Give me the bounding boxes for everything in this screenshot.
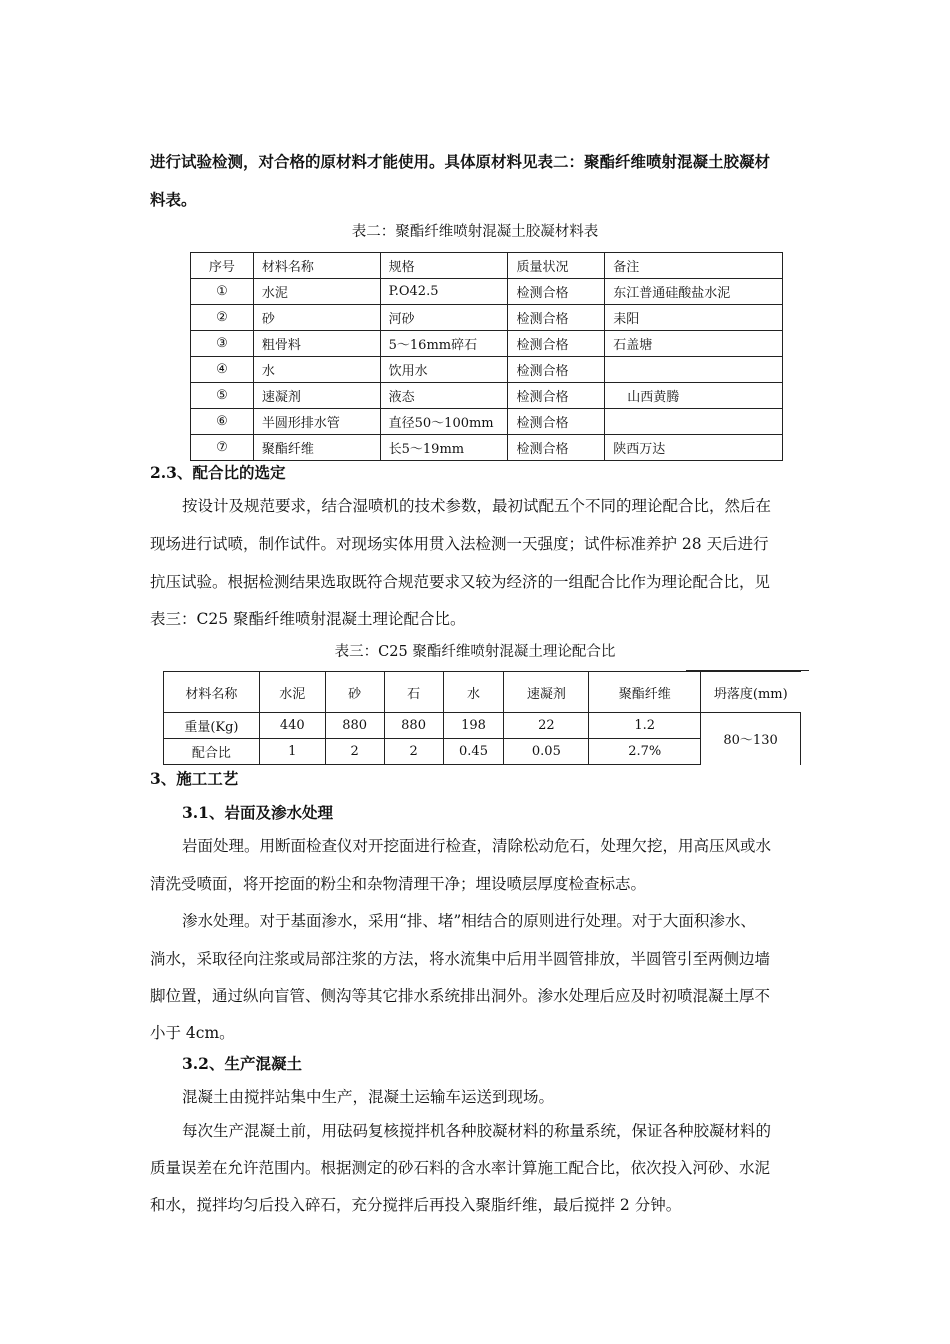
- materials-cell: ⑤: [191, 383, 254, 409]
- materials-cell: 山西黄腾: [605, 383, 783, 409]
- materials-cell: 聚酯纤维: [253, 435, 380, 461]
- section-2-3-line-3: 抗压试验。根据检测结果选取既符合规范要求又较为经济的一组配合比作为理论配合比，见: [150, 573, 771, 591]
- section-3-1-para-b-line-3: 脚位置，通过纵向盲管、侧沟等其它排水系统排出洞外。渗水处理后应及时初喷混凝土厚不: [150, 987, 771, 1005]
- section-3-2-para-b-line-1: 每次生产混凝土前，用砝码复核搅拌机各种胶凝材料的称量系统，保证各种胶凝材料的: [182, 1122, 772, 1140]
- section-3-1-para-b-line-2: 淌水，采取径向注浆或局部注浆的方法，将水流集中后用半圆管排放，半圆管引至两侧边墙: [150, 950, 771, 968]
- mix-cell: 2: [384, 739, 443, 765]
- mix-cell: 198: [443, 713, 504, 739]
- materials-header-cell: 材料名称: [253, 253, 380, 279]
- materials-cell: [605, 357, 783, 383]
- materials-cell: 检测合格: [508, 435, 605, 461]
- section-3-heading: 3、施工工艺: [150, 769, 239, 788]
- materials-cell: 速凝剂: [253, 383, 380, 409]
- mix-header-cell: 材料名称: [164, 672, 260, 713]
- materials-cell: 石盖塘: [605, 331, 783, 357]
- materials-cell: 半圆形排水管: [253, 409, 380, 435]
- intro-line-2: 料表。: [150, 190, 197, 209]
- section-3-1-para-a-line-2: 清洗受喷面，将开挖面的粉尘和杂物清理干净；埋设喷层厚度检查标志。: [150, 875, 647, 893]
- materials-header-cell: 序号: [191, 253, 254, 279]
- mix-header-cell: 水: [443, 672, 504, 713]
- materials-cell: 检测合格: [508, 279, 605, 305]
- intro-line-1: 进行试验检测，对合格的原材料才能使用。具体原材料见表二：聚酯纤维喷射混凝土胶凝材: [150, 152, 771, 171]
- section-3-2-para-b-line-2: 质量误差在允许范围内。根据测定的砂石料的含水率计算施工配合比，依次投入河砂、水泥: [150, 1159, 771, 1177]
- mix-header-cell: 聚酯纤维: [589, 672, 701, 713]
- materials-table-body: [191, 253, 783, 461]
- mix-cell: 1.2: [589, 713, 701, 739]
- materials-cell: 粗骨料: [253, 331, 380, 357]
- materials-row: [191, 279, 783, 305]
- section-2-3-heading: 2.3、配合比的选定: [150, 463, 286, 482]
- materials-cell: 直径50～100mm: [380, 409, 508, 435]
- mix-cell: 2: [325, 739, 384, 765]
- materials-cell: 长5～19mm: [380, 435, 508, 461]
- mix-header-cell: 坍落度(mm): [701, 672, 801, 713]
- materials-cell: 检测合格: [508, 331, 605, 357]
- section-3-1-para-a-line-1: 岩面处理。用断面检查仪对开挖面进行检查，清除松动危石，处理欠挖，用高压风或水: [182, 837, 772, 855]
- materials-cell: 检测合格: [508, 357, 605, 383]
- mix-cell: 880: [384, 713, 443, 739]
- materials-cell: 5～16mm碎石: [380, 331, 508, 357]
- materials-cell: 液态: [380, 383, 508, 409]
- mix-header-cell: 水泥: [259, 672, 325, 713]
- mix-cell: 880: [325, 713, 384, 739]
- materials-cell: ①: [191, 279, 254, 305]
- mix-cell: 0.05: [504, 739, 589, 765]
- materials-cell: 检测合格: [508, 305, 605, 331]
- materials-cell: ③: [191, 331, 254, 357]
- section-3-2-heading: 3.2、生产混凝土: [182, 1054, 302, 1073]
- materials-cell: 砂: [253, 305, 380, 331]
- materials-cell: 耒阳: [605, 305, 783, 331]
- materials-row: [191, 331, 783, 357]
- mix-header-cell: 石: [384, 672, 443, 713]
- section-3-2-para-a: 混凝土由搅拌站集中生产，混凝土运输车运送到现场。: [182, 1088, 555, 1106]
- materials-cell: 河砂: [380, 305, 508, 331]
- materials-cell: [605, 409, 783, 435]
- mix-header-cell: 砂: [325, 672, 384, 713]
- mix-header-cell: 速凝剂: [504, 672, 589, 713]
- materials-header-cell: 备注: [605, 253, 783, 279]
- materials-header-row: [191, 253, 783, 279]
- mix-ratio-weight-row: [164, 713, 801, 739]
- materials-row: [191, 409, 783, 435]
- section-3-1-para-b-line-1: 渗水处理。对于基面渗水，采用“排、堵”相结合的原则进行处理。对于大面积渗水、: [182, 912, 756, 930]
- mix-cell: 0.45: [443, 739, 504, 765]
- materials-cell: 检测合格: [508, 409, 605, 435]
- mix-ratio-table: [163, 671, 801, 765]
- mix-cell: 重量(Kg): [164, 713, 260, 739]
- materials-cell: 陕西万达: [605, 435, 783, 461]
- mix-cell: 配合比: [164, 739, 260, 765]
- materials-cell: ⑦: [191, 435, 254, 461]
- mix-cell: 2.7%: [589, 739, 701, 765]
- materials-cell: 水: [253, 357, 380, 383]
- materials-row: [191, 435, 783, 461]
- section-3-1-para-b-line-4: 小于 4cm。: [150, 1024, 235, 1042]
- materials-row: [191, 305, 783, 331]
- materials-row: [191, 357, 783, 383]
- section-2-3-line-1: 按设计及规范要求，结合湿喷机的技术参数，最初试配五个不同的理论配合比，然后在: [182, 497, 772, 515]
- materials-cell: 水泥: [253, 279, 380, 305]
- slump-cell: 80～130: [701, 713, 801, 765]
- materials-table: [190, 252, 783, 461]
- mix-cell: 1: [259, 739, 325, 765]
- materials-header-cell: 质量状况: [508, 253, 605, 279]
- table2-caption: 表二：聚酯纤维喷射混凝土胶凝材料表: [351, 224, 599, 240]
- materials-cell: P.O42.5: [380, 279, 508, 305]
- materials-header-cell: 规格: [380, 253, 508, 279]
- section-3-2-para-b-line-3: 和水，搅拌均匀后投入碎石，充分搅拌后再投入聚脂纤维，最后搅拌 2 分钟。: [150, 1196, 682, 1214]
- materials-cell: ④: [191, 357, 254, 383]
- materials-cell: ⑥: [191, 409, 254, 435]
- section-2-3-line-4: 表三：C25 聚酯纤维喷射混凝土理论配合比。: [150, 610, 466, 628]
- materials-row: [191, 383, 783, 409]
- section-3-1-heading: 3.1、岩面及渗水处理: [182, 803, 333, 822]
- table3-caption: 表三：C25 聚酯纤维喷射混凝土理论配合比: [334, 644, 616, 660]
- materials-cell: 饮用水: [380, 357, 508, 383]
- materials-cell: 东江普通硅酸盐水泥: [605, 279, 783, 305]
- materials-cell: ②: [191, 305, 254, 331]
- mix-cell: 22: [504, 713, 589, 739]
- mix-cell: 440: [259, 713, 325, 739]
- mix-ratio-header-row: [164, 672, 801, 713]
- section-2-3-line-2: 现场进行试喷，制作试件。对现场实体用贯入法检测一天强度；试件标准养护 28 天后进行: [150, 535, 769, 553]
- materials-cell: 检测合格: [508, 383, 605, 409]
